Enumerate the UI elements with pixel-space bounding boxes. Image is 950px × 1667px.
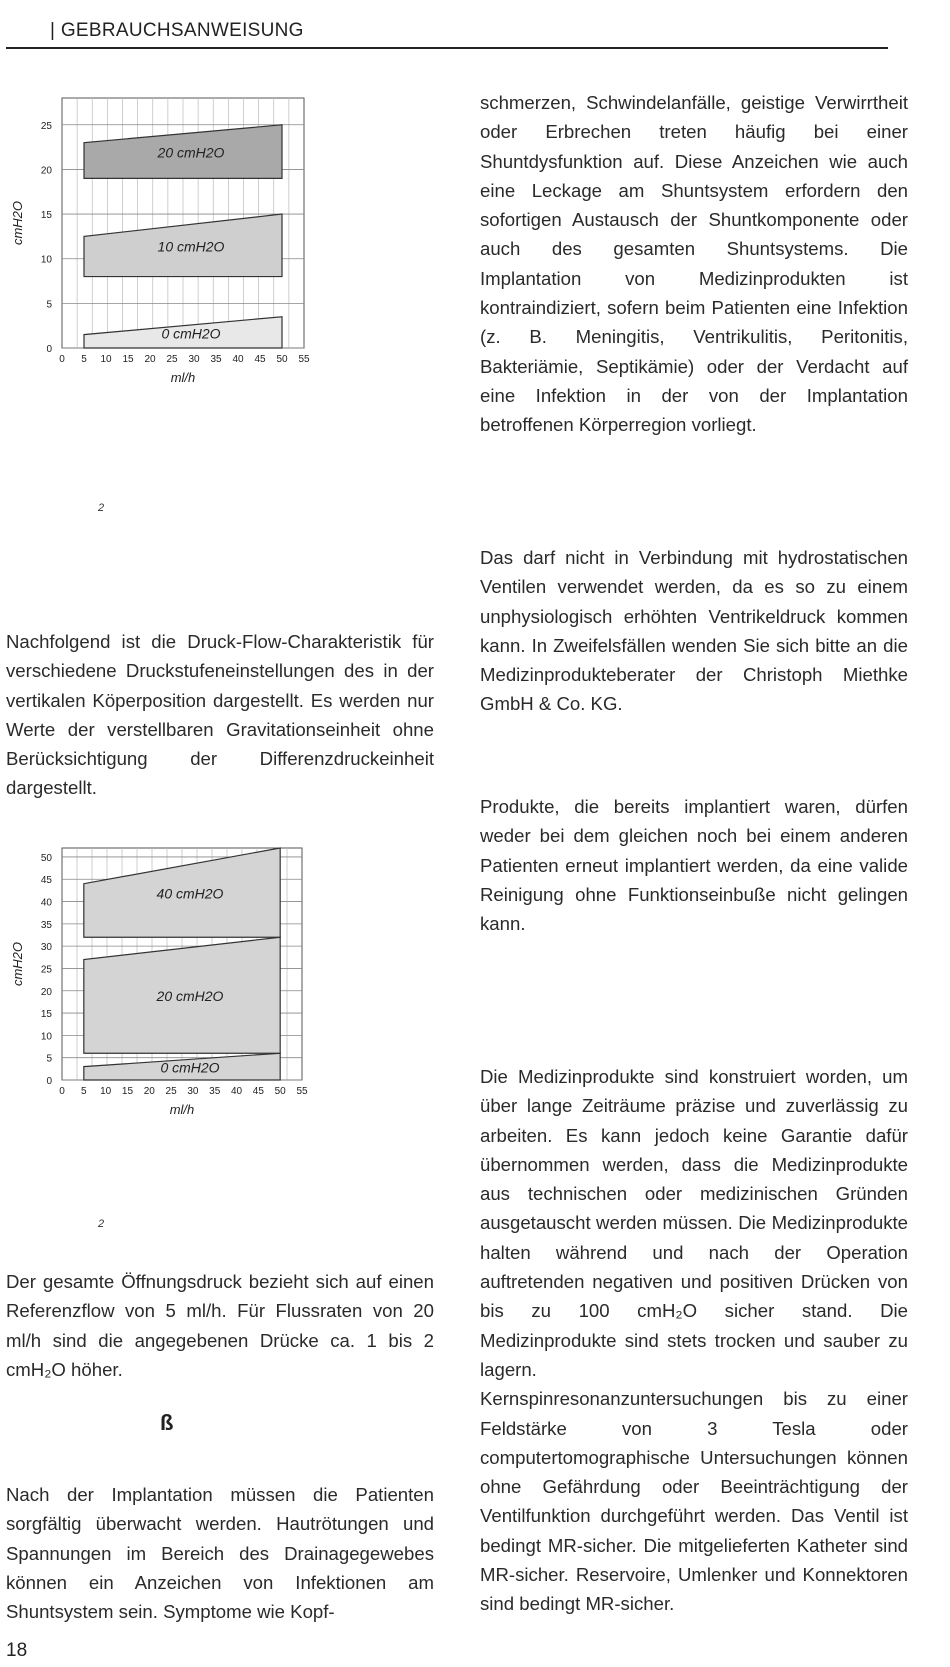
pressure-flow-chart-2 [6, 840, 336, 1120]
y-tick-label: 15 [40, 1009, 52, 1021]
y-tick-label: 10 [40, 1031, 52, 1043]
x-tick-label: 10 [100, 1086, 112, 1097]
series-label-2: 40 cmH2O [156, 885, 224, 902]
x-tick-label: 35 [209, 1086, 221, 1097]
section-glyph: ß [160, 1410, 174, 1435]
x-tick-label: 45 [252, 1086, 264, 1097]
x-axis-label: ml/h [169, 1102, 195, 1117]
x-tick-label: 25 [165, 1086, 177, 1097]
y-tick-label: 5 [46, 1053, 52, 1065]
series-label-1: 20 cmH2O [156, 988, 224, 1005]
x-tick-label: 50 [274, 1086, 286, 1097]
x-tick-label: 35 [210, 354, 222, 365]
figure-caption-2-number: 2 [98, 1218, 105, 1230]
y-tick-label: 25 [40, 964, 52, 976]
y-tick-label: 30 [40, 942, 52, 954]
pressure-flow-chart-1 [6, 90, 336, 410]
figure-caption-1-number: 2 [98, 502, 105, 514]
y-tick-label: 35 [40, 919, 52, 931]
y-tick-label: 40 [40, 897, 52, 909]
header-rule [6, 47, 888, 49]
opening-pressure-text: Der gesamte Öffnungsdruck bezieht sich auf einen Referenzflow von 5 ml/h. Für Flussraten von 20 ml/h sind die angegebenen Drücke ca. 1 bis 2 cmH₂O höher. [6, 1271, 434, 1380]
series-label-0: 0 cmH2O [161, 325, 221, 342]
y-tick-label: 20 [40, 165, 52, 177]
intro-text: Nachfolgend ist die Druck-Flow-Charakteristik für verschiedene Druckstufeneinstellungen des in der vertikalen Köperposition dargestellt. Es werden nur Werte der verstellbaren Gravitationseinheit ohne Berücksichtigung der Differenzdruckeinheit dargestellt. [6, 631, 434, 799]
y-tick-label: 0 [46, 1076, 52, 1087]
symptoms-paragraph [480, 88, 908, 440]
y-tick-label: 45 [40, 875, 52, 887]
page-number: 18 [6, 1640, 28, 1661]
y-tick-label: 20 [40, 986, 52, 998]
x-tick-label: 5 [81, 354, 87, 365]
x-axis-label: ml/h [170, 370, 196, 385]
durability-paragraph [480, 1062, 908, 1619]
hydrostatic-text: Das darf nicht in Verbindung mit hydrostatischen Ventilen verwendet werden, da es so zu einem unphysiologisch erhöhten Ventrikeldruck kommen kann. In Zweifelsfällen wenden Sie sich bitte an die Medizinprodukteberater der Christoph Miethke GmbH & Co. KG. [480, 547, 908, 715]
symptoms-text: schmerzen, Schwindelanfälle, geistige Verwirrtheit oder Erbrechen treten häufig bei einer Shuntdysfunktion auf. Diese Anzeichen wie auch eine Leckage am Shuntsystem erfordern den sofortigen Austausch der Shuntkomponente oder auch des gesamten Shuntsystems. Die Implantation von Medizinprodukten ist kontraindiziert, sofern beim Patienten eine Infektion (z. B. Meningitis, Ventrikulitis, Peritonitis, Bakteriämie, Septikämie) oder der Verdacht auf eine Infektion in der von der Implantation betroffenen Körperregion vorliegt. [480, 92, 908, 436]
x-tick-label: 45 [254, 354, 266, 365]
y-axis-label: cmH2O [10, 200, 25, 246]
x-tick-label: 55 [296, 1086, 308, 1097]
after-implant-paragraph [6, 1480, 434, 1626]
y-tick-label: 50 [40, 852, 52, 864]
x-tick-label: 20 [143, 1086, 155, 1097]
x-tick-label: 40 [232, 354, 244, 365]
series-label-2: 20 cmH2O [157, 144, 225, 161]
y-tick-label: 5 [46, 299, 52, 311]
x-tick-label: 30 [187, 1086, 199, 1097]
after-implant-text: Nach der Implantation müssen die Patienten sorgfältig überwacht werden. Hautrötungen und Spannungen im Bereich des Drainagegewebes können ein Anzeichen von Infektionen am Shuntsystem sein. Symptome wie Kopf- [6, 1484, 434, 1623]
mri-text: Kernspinresonanzuntersuchungen bis zu einer Feldstärke von 3 Tesla oder computertomographische Untersuchungen können ohne Gefährdung oder Beeinträchtigung der Ventilfunktion durchgeführt werden. Das Ventil ist bedingt MR-sicher. Die mitgelieferten Katheter sind MR-sicher. Reservoire, Umlenker und Konnektoren sind bedingt MR-sicher. [480, 1388, 908, 1615]
y-tick-label: 15 [40, 210, 52, 222]
x-tick-label: 25 [166, 354, 178, 365]
x-tick-label: 0 [59, 1086, 65, 1097]
x-tick-label: 10 [100, 354, 112, 365]
series-label-0: 0 cmH2O [160, 1059, 220, 1076]
series-label-1: 10 cmH2O [157, 238, 225, 255]
y-tick-label: 0 [46, 344, 52, 355]
x-tick-label: 50 [276, 354, 288, 365]
x-tick-label: 15 [122, 354, 134, 365]
y-tick-label: 25 [40, 120, 52, 132]
reuse-paragraph [480, 792, 908, 938]
x-tick-label: 40 [230, 1086, 243, 1097]
reuse-text: Produkte, die bereits implantiert waren, dürfen weder bei dem gleichen noch bei einem anderen Patienten erneut implantiert werden, da eine valide Reinigung ohne Funktionseinbuße nicht gelingen kann. [480, 796, 908, 935]
x-tick-label: 5 [81, 1086, 87, 1097]
x-tick-label: 30 [188, 354, 200, 365]
durability-text: Die Medizinprodukte sind konstruiert worden, um über lange Zeiträume präzise und zuverlässig zu arbeiten. Es kann jedoch keine Garantie dafür übernommen werden, dass die Medizinprodukte aus technischen oder medizinischen Gründen ausgetauscht werden müssen. Die Medizinprodukte halten während und nach der Operation auftretenden negativen und positiven Drücken von bis zu 100 cmH₂O sicher stand. Die Medizinprodukte sind stets trocken und sauber zu lagern. [480, 1066, 908, 1380]
x-tick-label: 20 [144, 354, 156, 365]
intro-paragraph [6, 627, 434, 803]
x-tick-label: 55 [298, 354, 310, 365]
hydrostatic-paragraph [480, 543, 908, 719]
opening-pressure-paragraph [6, 1267, 434, 1384]
y-tick-label: 10 [40, 254, 52, 266]
x-tick-label: 0 [59, 354, 65, 365]
x-tick-label: 15 [121, 1086, 134, 1097]
document-header: | GEBRAUCHSANWEISUNG [50, 20, 304, 41]
y-axis-label: cmH2O [10, 941, 25, 987]
